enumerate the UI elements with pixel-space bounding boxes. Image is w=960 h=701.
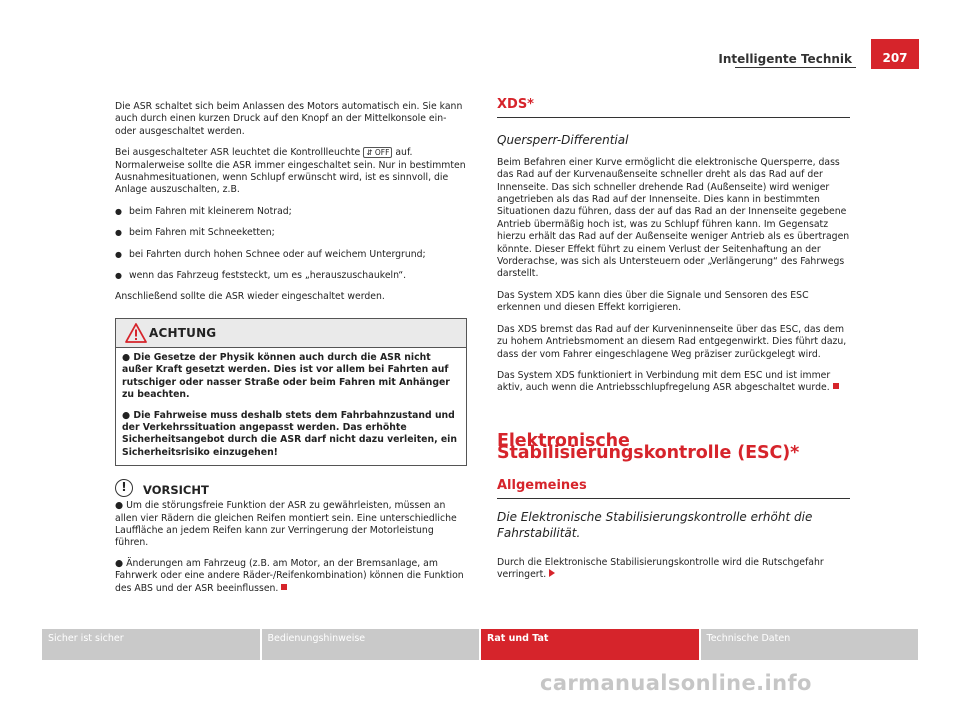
section-end-marker-icon xyxy=(833,383,839,389)
warning-triangle-icon xyxy=(125,323,147,343)
continue-arrow-icon xyxy=(549,569,555,577)
paragraph: Die ASR schaltet sich beim Anlassen des Motors automatisch ein. Sie kann auch durch einen kurzen Druck auf den Knopf an der Mittelkonsole ein- oder ausgeschaltet werden. xyxy=(115,101,463,137)
caution-header xyxy=(115,478,467,500)
caution-body xyxy=(115,500,467,595)
warning-item: ● Die Gesetze der Physik können auch durch die ASR nicht außer Kraft gesetzt werden. Dies ist vor allem bei Fahrten auf rutschiger oder nasser Straße oder beim Fahren mit Anhänger zu beachten. xyxy=(122,351,450,401)
caution-title: VORSICHT xyxy=(143,483,209,498)
section-title-xds: XDS* xyxy=(497,99,850,118)
section-subtitle: Quersperr-Differential xyxy=(497,133,629,148)
left-column xyxy=(115,101,467,603)
paragraph: Durch die Elektronische Stabilisierungskontrolle wird die Rutschgefahr verringert. xyxy=(497,556,824,581)
paragraph: Das System XDS funktioniert in Verbindung mit dem ESC und ist immer aktiv, auch wenn die Antriebsschlupfregelung ASR abgeschaltet wurde. xyxy=(497,370,850,395)
list-item: ● wenn das Fahrzeug feststeckt, um es „herauszuschaukeln“. xyxy=(115,270,467,282)
paragraph: Das System XDS kann dies über die Signale und Sensoren des ESC erkennen und diesen Effekt korrigieren. xyxy=(497,289,809,314)
list-item: ● beim Fahren mit Schneeketten; xyxy=(115,227,467,239)
section-title-allgemeines: Allgemeines xyxy=(497,480,850,499)
right-column xyxy=(497,97,850,591)
paragraph-text: auf. Normalerweise sollte die ASR immer eingeschaltet sein. Nur in bestimmten Ausnahmesituationen, wenn Schlupf erwünscht wird, ist es sinnvoll, die Anlage auszuschalten, z.B. xyxy=(115,147,466,196)
footer-nav xyxy=(42,629,918,660)
section-end-marker-icon xyxy=(281,584,287,590)
footer-tab-rat-und-tat[interactable]: Rat und Tat xyxy=(481,629,699,660)
paragraph-text: Bei ausgeschalteter ASR leuchtet die Kontrollleuchte xyxy=(115,147,361,159)
warning-title: ACHTUNG xyxy=(149,325,217,340)
caution-section xyxy=(115,478,467,595)
list-item: ● bei Fahrten durch hohen Schnee oder auf weichem Untergrund; xyxy=(115,249,467,261)
warning-box xyxy=(115,318,467,466)
running-header-title: Intelligente Technik xyxy=(718,52,852,66)
footer-tab-bedienung[interactable]: Bedienungshinweise xyxy=(262,629,480,660)
section-lead: Die Elektronische Stabilisierungskontrolle erhöht die Fahrstabilität. xyxy=(497,509,813,540)
paragraph: Das XDS bremst das Rad auf der Kurveninnenseite über das ESC, das dem zu hohem Antriebsmoment an diesem Rad entgegenwirkt. Dies führt dazu, dass der vom Fahrer eingeschlagene Weg präziser zurückgelegt wird. xyxy=(497,323,847,360)
chapter-title-esc: Elektronische Stabilisierungskontrolle (ESC)* xyxy=(497,430,800,464)
caution-item: ● Um die störungsfreie Funktion der ASR zu gewährleisten, müssen an allen vier Rädern die gleichen Reifen montiert sein. Eine unterschiedliche Lauffläche an jedem Reifen kann zur Verringerung der Motorleistung führen. xyxy=(115,500,457,549)
paragraph xyxy=(115,147,467,197)
caution-item: ● Änderungen am Fahrzeug (z.B. am Motor, an der Bremsanlage, am Fahrwerk oder eine andere Räder-/Reifenkombination) können die Funktion des ABS und der ASR beeinflussen. xyxy=(115,557,464,594)
asr-off-indicator-icon: ⇵ OFF xyxy=(363,147,392,158)
warning-body xyxy=(116,348,466,465)
paragraph: Anschließend sollte die ASR wieder eingeschaltet werden. xyxy=(115,291,385,303)
page-number: 207 xyxy=(871,39,919,69)
list-item: ● beim Fahren mit kleinerem Notrad; xyxy=(115,206,467,218)
footer-tab-sicher[interactable]: Sicher ist sicher xyxy=(42,629,260,660)
warning-item: ● Die Fahrweise muss deshalb stets dem Fahrbahnzustand und der Verkehrssituation angepasst werden. Das erhöhte Sicherheitsangebot durch die ASR darf nicht dazu verleiten, ein Sicherheitsrisiko einzugehen! xyxy=(122,409,457,458)
paragraph: Beim Befahren einer Kurve ermöglicht die elektronische Quersperre, dass das Rad auf der Kurvenaußenseite schneller dreht als das Rad auf der Innenseite. Das sich schneller drehende Rad (Außenseite) wird weniger angetrieben als das Rad auf der Innenseite. Dies kann in bestimmten Situationen dazu führen, dass der auf das Rad an der Innenseite gegebene Antrieb übermäßig hoch ist, was zu Schlupf führen kann. Im Gegensatz hierzu erhält das Rad auf der Außenseite weniger Antrieb als es übertragen könnte. Dieser Effekt führt zu einem Verlust der Seitenhaftung an der Vorderachse, was sich als Untersteuern oder „Verlängerung“ des Fahrwegs darstellt. xyxy=(497,156,850,280)
watermark: carmanualsonline.info xyxy=(540,671,812,695)
caution-exclamation-icon: ! xyxy=(115,479,133,497)
footer-tab-technische-daten[interactable]: Technische Daten xyxy=(701,629,919,660)
bullet-list xyxy=(115,206,467,283)
warning-header xyxy=(116,319,466,348)
header-rule xyxy=(735,67,856,68)
